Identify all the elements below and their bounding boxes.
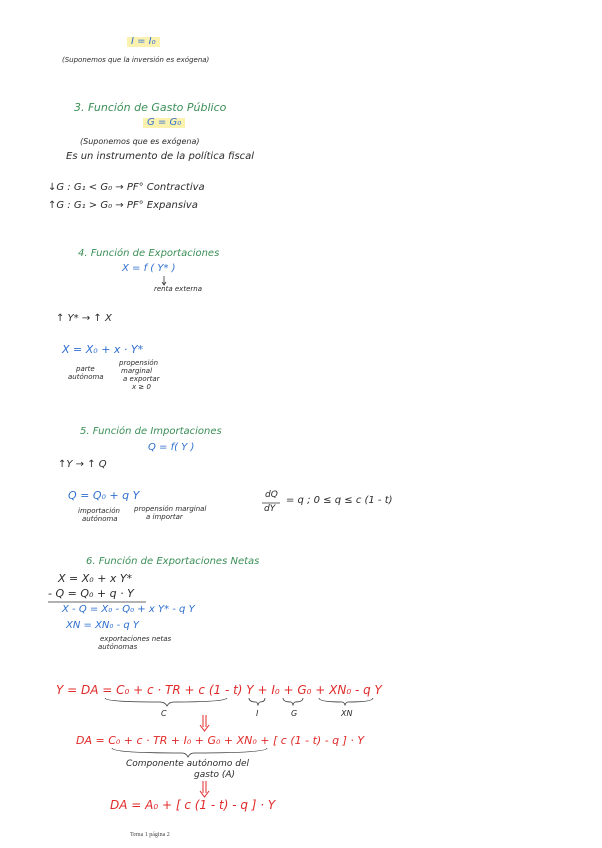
label-net-exports: XN [341,709,353,718]
marginal-import-label: propensión marginal [134,505,207,513]
propensity-label-3: a exportar [123,375,160,383]
imports-equation: Q = Q₀ + q Y [68,489,140,502]
autonomous-brace [112,747,272,759]
net-exports-label-2: autónomas [98,643,138,651]
net-exports-line-3: X - Q = X₀ - Q₀ + x Y* - q Y [62,604,195,615]
label-investment: I [256,709,259,718]
autonomous-import-label-2: autónoma [82,515,118,523]
page-footer: Tema 1 página 2 [130,832,170,838]
propensity-label-4: x ≥ 0 [132,383,151,391]
net-exports-label-1: exportaciones netas [100,635,172,643]
derivative-numerator: dQ [265,490,278,500]
propensity-label-2: marginal [121,367,153,375]
expansive-policy: ↑G : G₁ > G₀ → PF° Expansiva [48,200,198,211]
exports-function: X = f ( Y* ) [122,263,176,274]
net-exports-line-2: - Q = Q₀ + q · Y [48,587,134,600]
autonomous-part-label: parte [76,365,95,373]
autonomous-import-label: importación [78,507,120,515]
aggregate-demand-line-1: Y = DA = C₀ + c · TR + c (1 - t) Y + I₀ + G₀ + XN₀ - q Y [56,683,382,697]
investment-equation: I = I₀ [127,37,160,47]
aggregate-demand-line-3: DA = A₀ + [ c (1 - t) - q ] · Y [110,798,276,812]
government-equation: G = G₀ [143,118,185,128]
external-income-label: renta externa [154,285,202,293]
imports-relation: ↑Y → ↑ Q [58,459,107,470]
label-government: G [291,709,298,718]
section-6-title: 6. Función de Exportaciones Netas [86,556,260,567]
net-exports-line-4: XN = XN₀ - q Y [66,620,140,631]
autonomous-part-label-2: autónoma [68,373,104,381]
marginal-import-label-2: a importar [146,513,183,521]
net-exports-line-1: X = X₀ + x Y* [58,572,133,585]
subtraction-line [48,601,148,603]
double-arrow-down-icon [198,715,212,733]
label-consumption: C [161,709,167,718]
autonomous-component-label: Componente autónomo del [126,759,249,769]
government-note: (Suponemos que es exógena) [80,137,200,146]
derivative-range: = q ; 0 ≤ q ≤ c (1 - t) [286,495,393,506]
imports-function: Q = f( Y ) [148,442,195,453]
derivative-denominator: dY [264,504,276,514]
autonomous-component-label-2: gasto (A) [194,770,235,780]
exports-equation: X = X₀ + x · Y* [62,343,144,356]
underbraces [105,696,380,710]
exports-relation: ↑ Y* → ↑ X [56,313,112,324]
contractive-policy: ↓G : G₁ < G₀ → PF° Contractiva [48,182,205,193]
investment-note: (Suponemos que la inversión es exógena) [62,56,210,64]
section-5-title: 5. Función de Importaciones [80,426,222,437]
section-3-title: 3. Función de Gasto Público [74,101,227,114]
section-4-title: 4. Función de Exportaciones [78,248,220,259]
double-arrow-down-icon-2 [198,781,212,799]
aggregate-demand-line-2: DA = C₀ + c · TR + I₀ + G₀ + XN₀ + [ c (1 - t) - q ] · Y [76,734,365,747]
fiscal-policy-line: Es un instrumento de la política fiscal [66,151,255,162]
propensity-label-1: propensión [119,359,159,367]
